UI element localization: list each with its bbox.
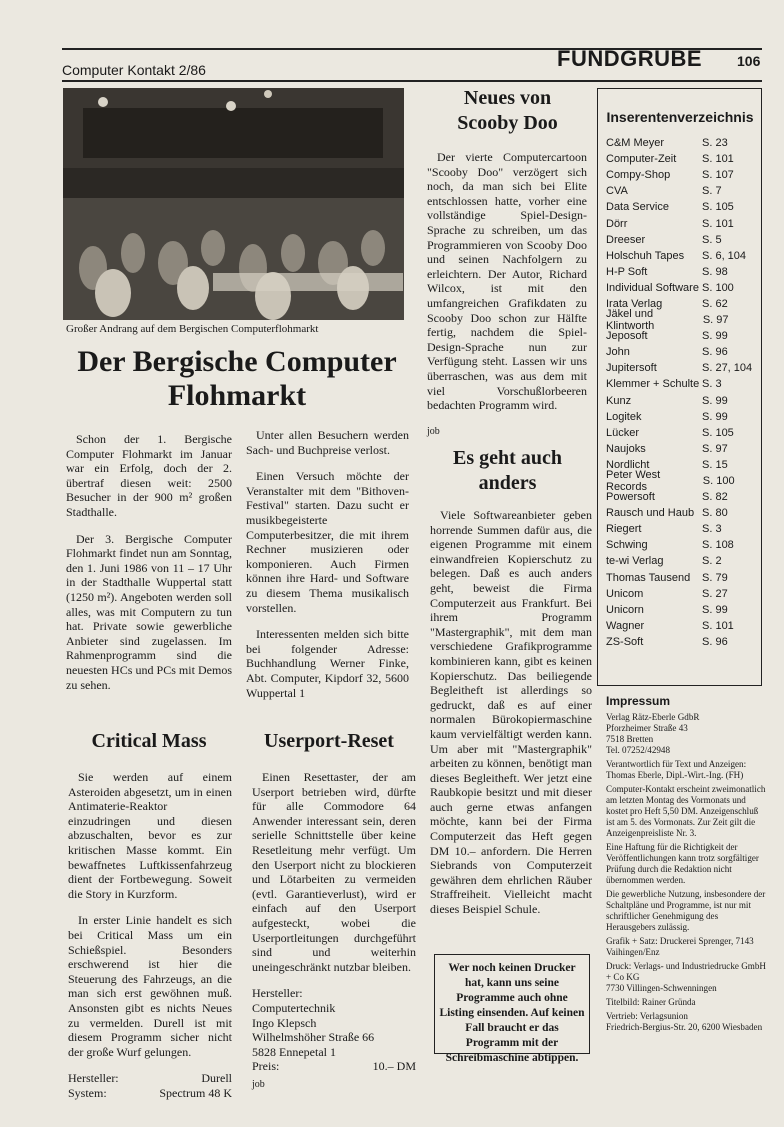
scooby-author: job — [427, 425, 440, 437]
advertiser-name: Jeposoft — [606, 330, 648, 343]
printer-notice-box: Wer noch keinen Drucker hat, kann uns seine Programme auch ohne Listing einsenden. Auf keinen Fall braucht er das Programm mit der Schreibmaschine abtippen. — [434, 954, 590, 1054]
advertiser-name: Rausch und Haub — [606, 507, 695, 520]
advertiser-name: Schwing — [606, 539, 648, 552]
flohmarkt-column-1 — [66, 432, 232, 704]
impressum — [606, 694, 766, 1036]
headline-line1: Der Bergische Computer — [77, 345, 397, 378]
advertiser-name: Unicom — [606, 587, 644, 600]
scooby-title-line1: Neues von — [463, 87, 552, 109]
photo-caption: Großer Andrang auf dem Bergischen Computerflohmarkt — [66, 323, 319, 335]
advertiser-page: S. 105 — [702, 426, 734, 439]
advertiser-page: S. 100 — [702, 281, 734, 294]
impressum-line: Friedrich-Bergius-Str. 20, 6200 Wiesbaden — [606, 1022, 763, 1032]
critical-mass-system: System: Spectrum 48 K — [68, 1085, 232, 1100]
advertiser-name: Jupitersoft — [606, 362, 657, 375]
advertiser-name: Irata Verlag — [606, 297, 663, 310]
anders-text — [430, 508, 592, 929]
advertiser-name: ZS-Soft — [606, 635, 644, 648]
advertiser-row — [606, 537, 754, 553]
advertiser-row — [606, 199, 754, 215]
advertiser-page: S. 5 — [702, 233, 722, 246]
advertiser-page: S. 97 — [702, 442, 728, 455]
advertiser-name: CVA — [606, 185, 628, 198]
advertiser-page: S. 23 — [702, 137, 728, 150]
advertiser-name: C&M Meyer — [606, 137, 665, 150]
impressum-text — [606, 712, 766, 1033]
advertiser-name: Compy-Shop — [606, 169, 671, 182]
advertiser-name: Jäkel und Klintworth — [606, 308, 655, 333]
impressum-line: Druck: Verlags- und Industriedrucke GmbH + Co KG — [606, 961, 766, 982]
advertiser-name: Riegert — [606, 523, 642, 536]
impressum-line: Verantwortlich für Text und Anzeigen: Thomas Eberle, Dipl.-Wirt.-Ing. (FH) — [606, 759, 747, 780]
advertiser-page: S. 27 — [702, 587, 728, 600]
advertiser-name: Klemmer + Schulte — [606, 378, 700, 391]
advertiser-row — [606, 308, 754, 333]
userport-maker-line: Ingo Klepsch — [252, 1015, 317, 1030]
advertiser-row — [606, 360, 754, 376]
advertiser-page: S. 101 — [702, 153, 734, 166]
advertiser-page: S. 2 — [702, 555, 722, 568]
advertiser-page: S. 3 — [702, 523, 722, 536]
advertiser-row — [606, 553, 754, 569]
advertiser-name: Unicorn — [606, 603, 644, 616]
impressum-line: Titelbild: Rainer Gründa — [606, 997, 696, 1007]
anders-title-line1: Es geht auch — [453, 447, 562, 469]
advertiser-index — [597, 88, 762, 686]
advertiser-name: Lücker — [606, 426, 640, 439]
advertiser-name: Thomas Tausend — [606, 571, 691, 584]
flohmarkt-paragraph: Einen Versuch möchte der Veranstalter mit dem "Bithoven-Festival" starten. Dazu sucht er musikbegeisterte Computerbesitzer, die mit ihrem Rechner musizieren oder komponieren. Auch Firmen können ihre Hard- und Software zu diesem Thema musikalisch vorstellen. — [246, 469, 409, 615]
advertiser-name: H-P Soft — [606, 265, 648, 278]
anders-paragraph: Viele Softwareanbieter geben horrende Summen dafür aus, die eigenen Programme mit einem einwandfreien Kopierschutz zu belegen. Daß es auch anders geht, beweist die Firma Computerzeit aus Frankfurt. Bei ihrem Programm "Mastergraphik", mit dem man verschiedene Grafikprogramme kombinieren kann, gibt es keinen Kopierschutz. Das beiliegende Begleitheft ist allerdings so gedruckt, daß es auf einer normalen Bürokopiermaschine kaum vervielfältigt werden kann. Um aber mit "Mastergraphik" arbeiten zu können, benötigt man dieses Begleitheft. Wer jetzt eine Raubkopie besitzt und mit dieser auch gerne etwas anfangen möchte, kann bei der Firma Computerzeit das Heft gegen DM 10.– anfordern. Die Herren Siebrands von Computerzeit gewähren dem ehrlichen Räuber Straffreiheit. Vielleicht macht dieses Beispiel Schule. — [430, 508, 592, 917]
scooby-title — [425, 86, 590, 136]
flohmarkt-photo — [63, 88, 404, 320]
advertiser-name: Powersoft — [606, 491, 655, 504]
advertiser-page: S. 6, 104 — [702, 249, 747, 262]
userport-price: Preis: 10.– DM — [252, 1059, 416, 1074]
userport-author: job — [252, 1078, 265, 1090]
impressum-title: Impressum — [606, 694, 671, 708]
advertiser-row — [606, 344, 754, 360]
advertiser-index-title: Inserentenverzeichnis — [606, 109, 754, 125]
impressum-line: Die gewerbliche Nutzung, insbesondere der Schaltpläne und Programme, ist nur mit schriftlicher Genehmigung des Herausgebers zulässig. — [606, 889, 766, 932]
userport-paragraph: Einen Resettaster, der am Userport betrieben wird, dürfte für alle Commodore 64 Anwender interessant sein, deren serielle Schnittstelle über keine Resetleitung mehr verfügt. Um den Userport nicht zu blockieren und Lötarbeiten zu vermeiden (evtl. Garantieverlust), wird er einfach auf den Userport aufgesteckt, wobei die Userportleitungen durchgeführt sind und weiterhin uneingeschränkt nutzbar bleiben. — [252, 770, 416, 974]
advertiser-page: S. 101 — [702, 217, 734, 230]
advertiser-list — [606, 135, 754, 650]
userport-maker-label: Hersteller: — [252, 986, 303, 1001]
headline-line2: Flohmarkt — [167, 379, 307, 412]
header-rule — [62, 80, 762, 82]
advertiser-row — [606, 505, 754, 521]
advertiser-row — [606, 586, 754, 602]
advertiser-name: te-wi Verlag — [606, 555, 664, 568]
userport-maker-line: 5828 Ennepetal 1 — [252, 1044, 336, 1059]
critical-mass-paragraph: Sie werden auf einem Asteroiden abgesetzt, um in einen Antimaterie-Reaktor einzudringen und diesen abzuschalten, bevor es zur kritischen Masse kommt. Ein bewaffnetes Luftkissenfahrzeug dient der Fortbewegung. Soweit die Story in Kurzform. — [68, 770, 232, 901]
impressum-line: Grafik + Satz: Druckerei Sprenger, 7143 Vaihingen/Enz — [606, 936, 754, 957]
advertiser-page: S. 80 — [702, 507, 728, 520]
advertiser-page: S. 82 — [702, 491, 728, 504]
advertiser-row — [606, 602, 754, 618]
advertiser-row — [606, 441, 754, 457]
advertiser-name: Wagner — [606, 619, 645, 632]
advertiser-page: S. 99 — [702, 394, 728, 407]
advertiser-page: S. 101 — [702, 619, 734, 632]
magazine-issue: Computer Kontakt 2/86 — [62, 62, 206, 78]
advertiser-page: S. 105 — [702, 201, 734, 214]
advertiser-row — [606, 425, 754, 441]
section-title: FUNDGRUBE — [557, 46, 703, 71]
advertiser-name: Peter West Records — [606, 469, 661, 494]
advertiser-row — [606, 248, 754, 264]
advertiser-row — [606, 393, 754, 409]
advertiser-name: Nordlicht — [606, 458, 650, 471]
flohmarkt-paragraph: Interessenten melden sich bitte bei folgender Adresse: Buchhandlung Werner Finke, Abt. Computer, Kipdorf 32, 5600 Wuppertal 1 — [246, 627, 409, 700]
impressum-line: Verlag Rätz-Eberle GdbR Pforzheimer Straße 43 7518 Bretten Tel. 07252/42948 — [606, 712, 700, 755]
advertiser-page: S. 97 — [702, 314, 729, 327]
advertiser-name: Holschuh Tapes — [606, 249, 685, 262]
advertiser-page: S. 7 — [702, 185, 722, 198]
advertiser-row — [606, 469, 754, 494]
advertiser-page: S. 15 — [702, 458, 728, 471]
advertiser-page: S. 62 — [702, 297, 728, 310]
scooby-paragraph: Der vierte Computercartoon "Scooby Doo" verzögert sich noch, da man sich bei Elite entschlossen hatte, vorher eine vollständige Spiel-Design-Sprache zu schreiben, um das Programmieren von Scooby Doo und seinen Nachfolgern zu erleichtern. Der Autor, Richard Wilcox, ist mit den umfangreichen Grafikdaten zu Scooby Doo schon zur Hälfte fertig, nachdem die Spiel-Design-Sprache nun zur Verfügung steht. Lassen wir uns überraschen, was aus dem mit viel Vorschußlorbeeren bedachten Programm wird. — [427, 150, 587, 413]
userport-maker-line: Computertechnik — [252, 1000, 336, 1015]
advertiser-row — [606, 570, 754, 586]
flohmarkt-paragraph: Schon der 1. Bergische Computer Flohmarkt im Januar war ein Erfolg, doch der 2. übertraf diesen weit: 2500 Besucher in der 900 m² großen Stadthalle. — [66, 432, 232, 519]
advertiser-page: S. 100 — [702, 475, 735, 488]
impressum-line: 7730 Villingen-Schwenningen — [606, 983, 717, 993]
advertiser-page: S. 79 — [702, 571, 728, 584]
advertiser-name: Naujoks — [606, 442, 646, 455]
scooby-title-line2: Scooby Doo — [457, 112, 558, 134]
crowd-photo-icon — [63, 88, 404, 320]
advertiser-page: S. 99 — [702, 410, 728, 423]
anders-title — [425, 446, 590, 496]
userport-maker-line: Wilhelmshöher Straße 66 — [252, 1030, 375, 1045]
advertiser-row — [606, 183, 754, 199]
flohmarkt-paragraph: Unter allen Besuchern werden Sach- und Buchpreise verlost. — [246, 428, 409, 457]
advertiser-name: Data Service — [606, 201, 669, 214]
impressum-line: Eine Haftung für die Richtigkeit der Veröffentlichungen kann trotz sorgfältiger Prüfung durch die Redaktion nicht übernommen werden. — [606, 842, 759, 885]
flohmarkt-column-2 — [246, 428, 409, 712]
advertiser-row — [606, 264, 754, 280]
advertiser-page: S. 27, 104 — [702, 362, 753, 375]
flohmarkt-headline — [62, 345, 412, 413]
advertiser-page: S. 99 — [702, 330, 728, 343]
advertiser-name: Dörr — [606, 217, 628, 230]
advertiser-row — [606, 409, 754, 425]
anders-title-line2: anders — [478, 472, 537, 494]
advertiser-name: John — [606, 346, 630, 359]
advertiser-page: S. 96 — [702, 635, 728, 648]
advertiser-name: Kunz — [606, 394, 632, 407]
advertiser-row — [606, 634, 754, 650]
critical-mass-text — [68, 770, 232, 1100]
advertiser-row — [606, 215, 754, 231]
advertiser-row — [606, 151, 754, 167]
scooby-text — [427, 150, 587, 439]
critical-mass-maker: Hersteller: Durell — [68, 1071, 232, 1086]
advertiser-row — [606, 167, 754, 183]
userport-text — [252, 770, 416, 1092]
advertiser-name: Individual Software — [606, 281, 699, 294]
advertiser-page: S. 96 — [702, 346, 728, 359]
advertiser-page: S. 108 — [702, 539, 734, 552]
advertiser-page: S. 99 — [702, 603, 728, 616]
impressum-line: Computer-Kontakt erscheint zweimonatlich am letzten Montag des Vormonats und kostet pro Heft 5,50 DM. Anzeigenschluß ist am 5. des Vormonats. Zur Zeit gilt die Anzeigenpreisliste Nr. 3. — [606, 784, 766, 838]
advertiser-row — [606, 376, 754, 392]
advertiser-name: Logitek — [606, 410, 642, 423]
advertiser-row — [606, 232, 754, 248]
advertiser-page: S. 3 — [702, 378, 722, 391]
critical-mass-title: Critical Mass — [91, 730, 207, 752]
advertiser-page: S. 107 — [702, 169, 734, 182]
impressum-line: Vertrieb: Verlagsunion — [606, 1011, 688, 1021]
advertiser-name: Computer-Zeit — [606, 153, 677, 166]
critical-mass-paragraph: In erster Linie handelt es sich bei Critical Mass um ein Schießspiel. Besonders erschwerend ist hier die Steuerung des Fahrzeugs, an die man sich erst gewöhnen muß. Ansonsten gibt es nichts Neues zu vermelden. Durell ist mit diesem Programm sicher nicht der große Wurf gelungen. — [68, 913, 232, 1059]
userport-title: Userport-Reset — [264, 730, 394, 752]
advertiser-row — [606, 280, 754, 296]
advertiser-page: S. 98 — [702, 265, 728, 278]
advertiser-row — [606, 521, 754, 537]
page-number: 106 — [737, 53, 761, 69]
advertiser-row — [606, 618, 754, 634]
advertiser-row — [606, 135, 754, 151]
advertiser-name: Dreeser — [606, 233, 646, 246]
flohmarkt-paragraph: Der 3. Bergische Computer Flohmarkt findet nun am Sonntag, den 1. Juni 1986 von 11 – 17 Uhr in der Stadthalle Wuppertal statt (1250 m²). Angeboten werden soll alles, was mit Computern zu tun hat. Private sowie gewerbliche Anbieter sind zugelassen. Im Rahmenprogramm sind die neuesten HCs und PCs mit Demos zu sehen. — [66, 531, 232, 692]
